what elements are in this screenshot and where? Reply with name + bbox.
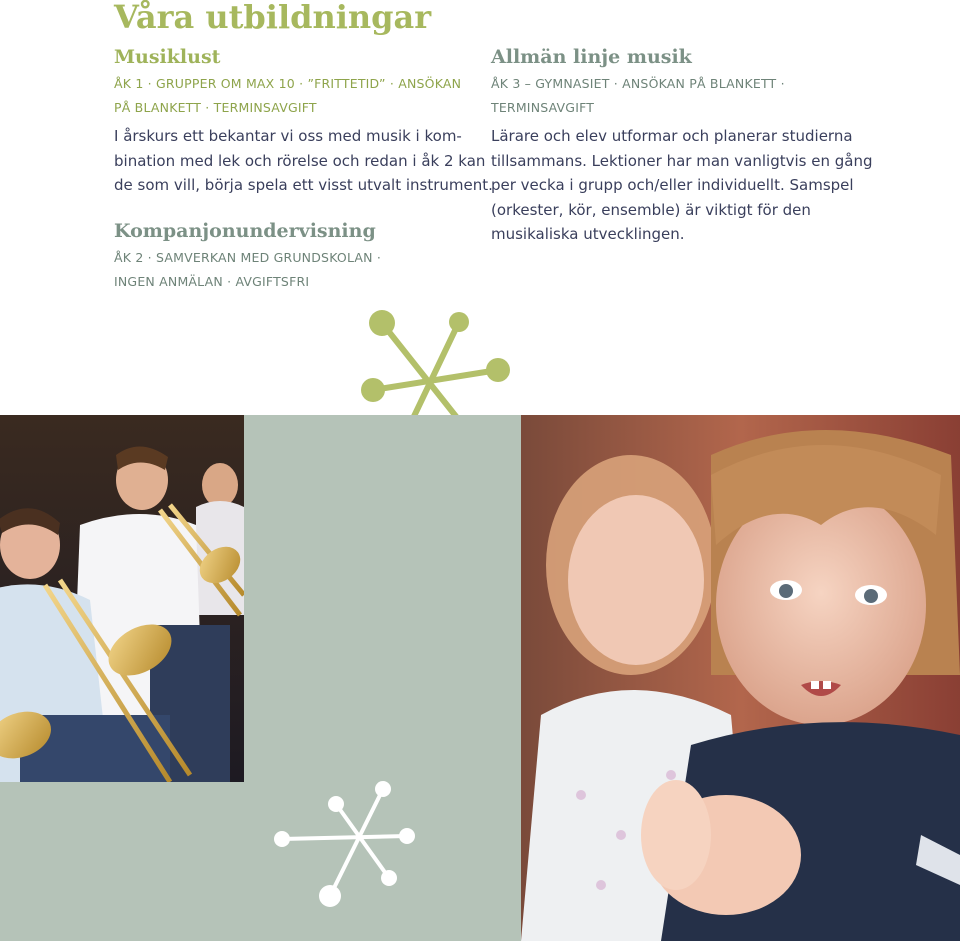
body-line: Lärare och elev utformar och planerar studierna <box>491 127 853 145</box>
body-line: per vecka i grupp och/eller individuellt. Samspel <box>491 176 854 194</box>
section-meta <box>491 72 891 120</box>
meta-line: ÅK 1 · GRUPPER OM MAX 10 · ”FRITTETID” · ANSÖKAN <box>114 76 462 91</box>
meta-line: ÅK 2 · SAMVERKAN MED GRUNDSKOLAN · <box>114 250 382 265</box>
page-title: Våra utbildningar <box>114 0 432 36</box>
section-meta <box>114 72 474 120</box>
body-line: musikaliska utvecklingen. <box>491 225 685 243</box>
body-line: bination med lek och rörelse och redan i åk 2 kan <box>114 151 486 170</box>
meta-line: ÅK 3 – GYMNASIET · ANSÖKAN PÅ BLANKETT · <box>491 76 785 91</box>
body-line: tillsammans. Lektioner har man vanligtvis en gång <box>491 151 873 170</box>
meta-line: PÅ BLANKETT · TERMINSAVGIFT <box>114 100 317 115</box>
body-line: de som vill, börja spela ett visst utvalt instrument. <box>114 176 493 194</box>
section-musiklust <box>114 46 493 198</box>
section-heading: Allmän linje musik <box>491 46 692 68</box>
asterisk-ornament-white <box>268 776 423 916</box>
children-clapping-photo <box>521 415 960 941</box>
section-heading: Kompanjonundervisning <box>114 220 376 242</box>
meta-line: TERMINSAVGIFT <box>491 100 595 115</box>
sage-panel-bottom <box>0 782 521 941</box>
trombone-players-photo <box>0 415 244 782</box>
body-line: I årskurs ett bekantar vi oss med musik i kom- <box>114 127 462 145</box>
meta-line: INGEN ANMÄLAN · AVGIFTSFRI <box>114 274 310 289</box>
body-line: (orkester, kör, ensemble) är viktigt för den <box>491 200 811 219</box>
section-body <box>114 124 493 198</box>
section-body <box>491 124 891 247</box>
section-heading: Musiklust <box>114 46 221 68</box>
section-meta <box>114 246 474 294</box>
section-kompanjon <box>114 220 474 294</box>
section-allman <box>491 46 891 247</box>
